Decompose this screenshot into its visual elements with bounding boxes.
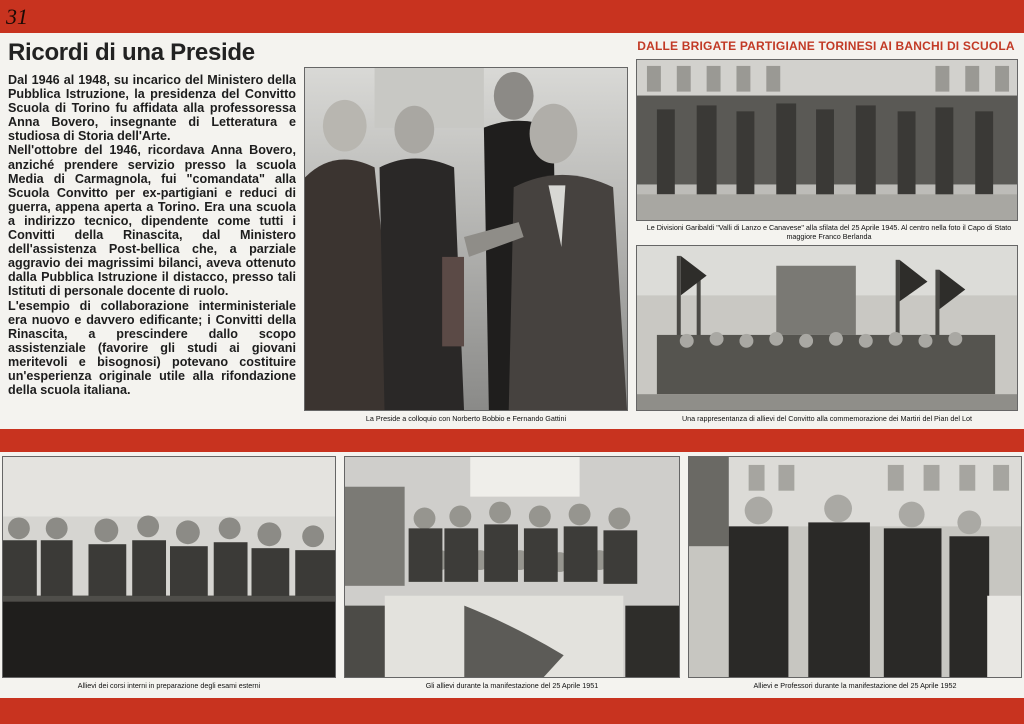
photo-garibaldi-parade	[636, 59, 1018, 221]
caption-manifestazione-1952: Allievi e Professori durante la manifestazione del 25 Aprile 1952	[753, 681, 957, 690]
caption-garibaldi: Le Divisioni Garibaldi "Valli di Lanzo e Canavese" alla sfilata del 25 Aprile 1945. Al centro nella foto il Capo di Stato maggiore Franco Berlanda	[646, 223, 1012, 241]
photo-preside	[304, 67, 628, 411]
caption-pian-del-lot: Una rappresentanza di allievi del Convitto alla commemorazione dei Martiri del Pian del Lot	[681, 414, 973, 423]
photo-pian-del-lot	[636, 245, 1018, 411]
page-title: Ricordi di una Preside	[8, 39, 255, 66]
photo-manifestazione-1951	[344, 456, 680, 678]
body-paragraph: L'esempio di collaborazione interministeriale era nuovo e davvero edificante; i Convitti della Rinascita, a prescindere dallo scopo assistenziale (favorire gli studi ai giovani meritevoli e bisognosi) potevano costituire un'esperienza originale utile alla rifondazione della scuola italiana.	[8, 298, 296, 398]
section-title: DALLE BRIGATE PARTIGIANE TORINESI AI BANCHI DI SCUOLA	[637, 39, 1015, 53]
body-paragraph: Dal 1946 al 1948, su incarico del Ministero della Pubblica Istruzione, la presidenza del Convitto Scuola di Torino fu affidata alla professoressa Anna Bovero, insegnante di Letteratura e studiosa di Storia dell'Arte.	[8, 73, 296, 144]
caption-preside: La Preside a colloquio con Norberto Bobbio e Fernando Gattini	[365, 414, 567, 423]
photo-manifestazione-1952	[688, 456, 1022, 678]
caption-corsi-interni: Allievi dei corsi interni in preparazione degli esami esterni	[77, 681, 261, 690]
caption-manifestazione-1951: Gli allievi durante la manifestazione del 25 Aprile 1951	[425, 681, 599, 690]
article-body	[8, 73, 296, 423]
photo-corsi-interni	[2, 456, 336, 678]
bottom-panel	[0, 452, 1024, 698]
body-paragraph: Nell'ottobre del 1946, ricordava Anna Bovero, anziché prendere servizio presso la scuola Media di Carmagnola, fui "comandata" alla Scuola Convitto per ex-partigiani e reduci di guerra, appena aperta a Torino. Era una scuola a indirizzo tecnico, dipendente come tutti i Convitti della Rinascita, dal Ministero dell'assistenza Post-bellica che, a parziale aggravio dei magrissimi bilanci, aveva ottenuto dalla Pubblica Istruzione il distacco, presso tali Istituti di personale docente di ruolo.	[8, 143, 296, 299]
page-number: 31	[6, 4, 28, 29]
top-panel	[0, 33, 1024, 429]
